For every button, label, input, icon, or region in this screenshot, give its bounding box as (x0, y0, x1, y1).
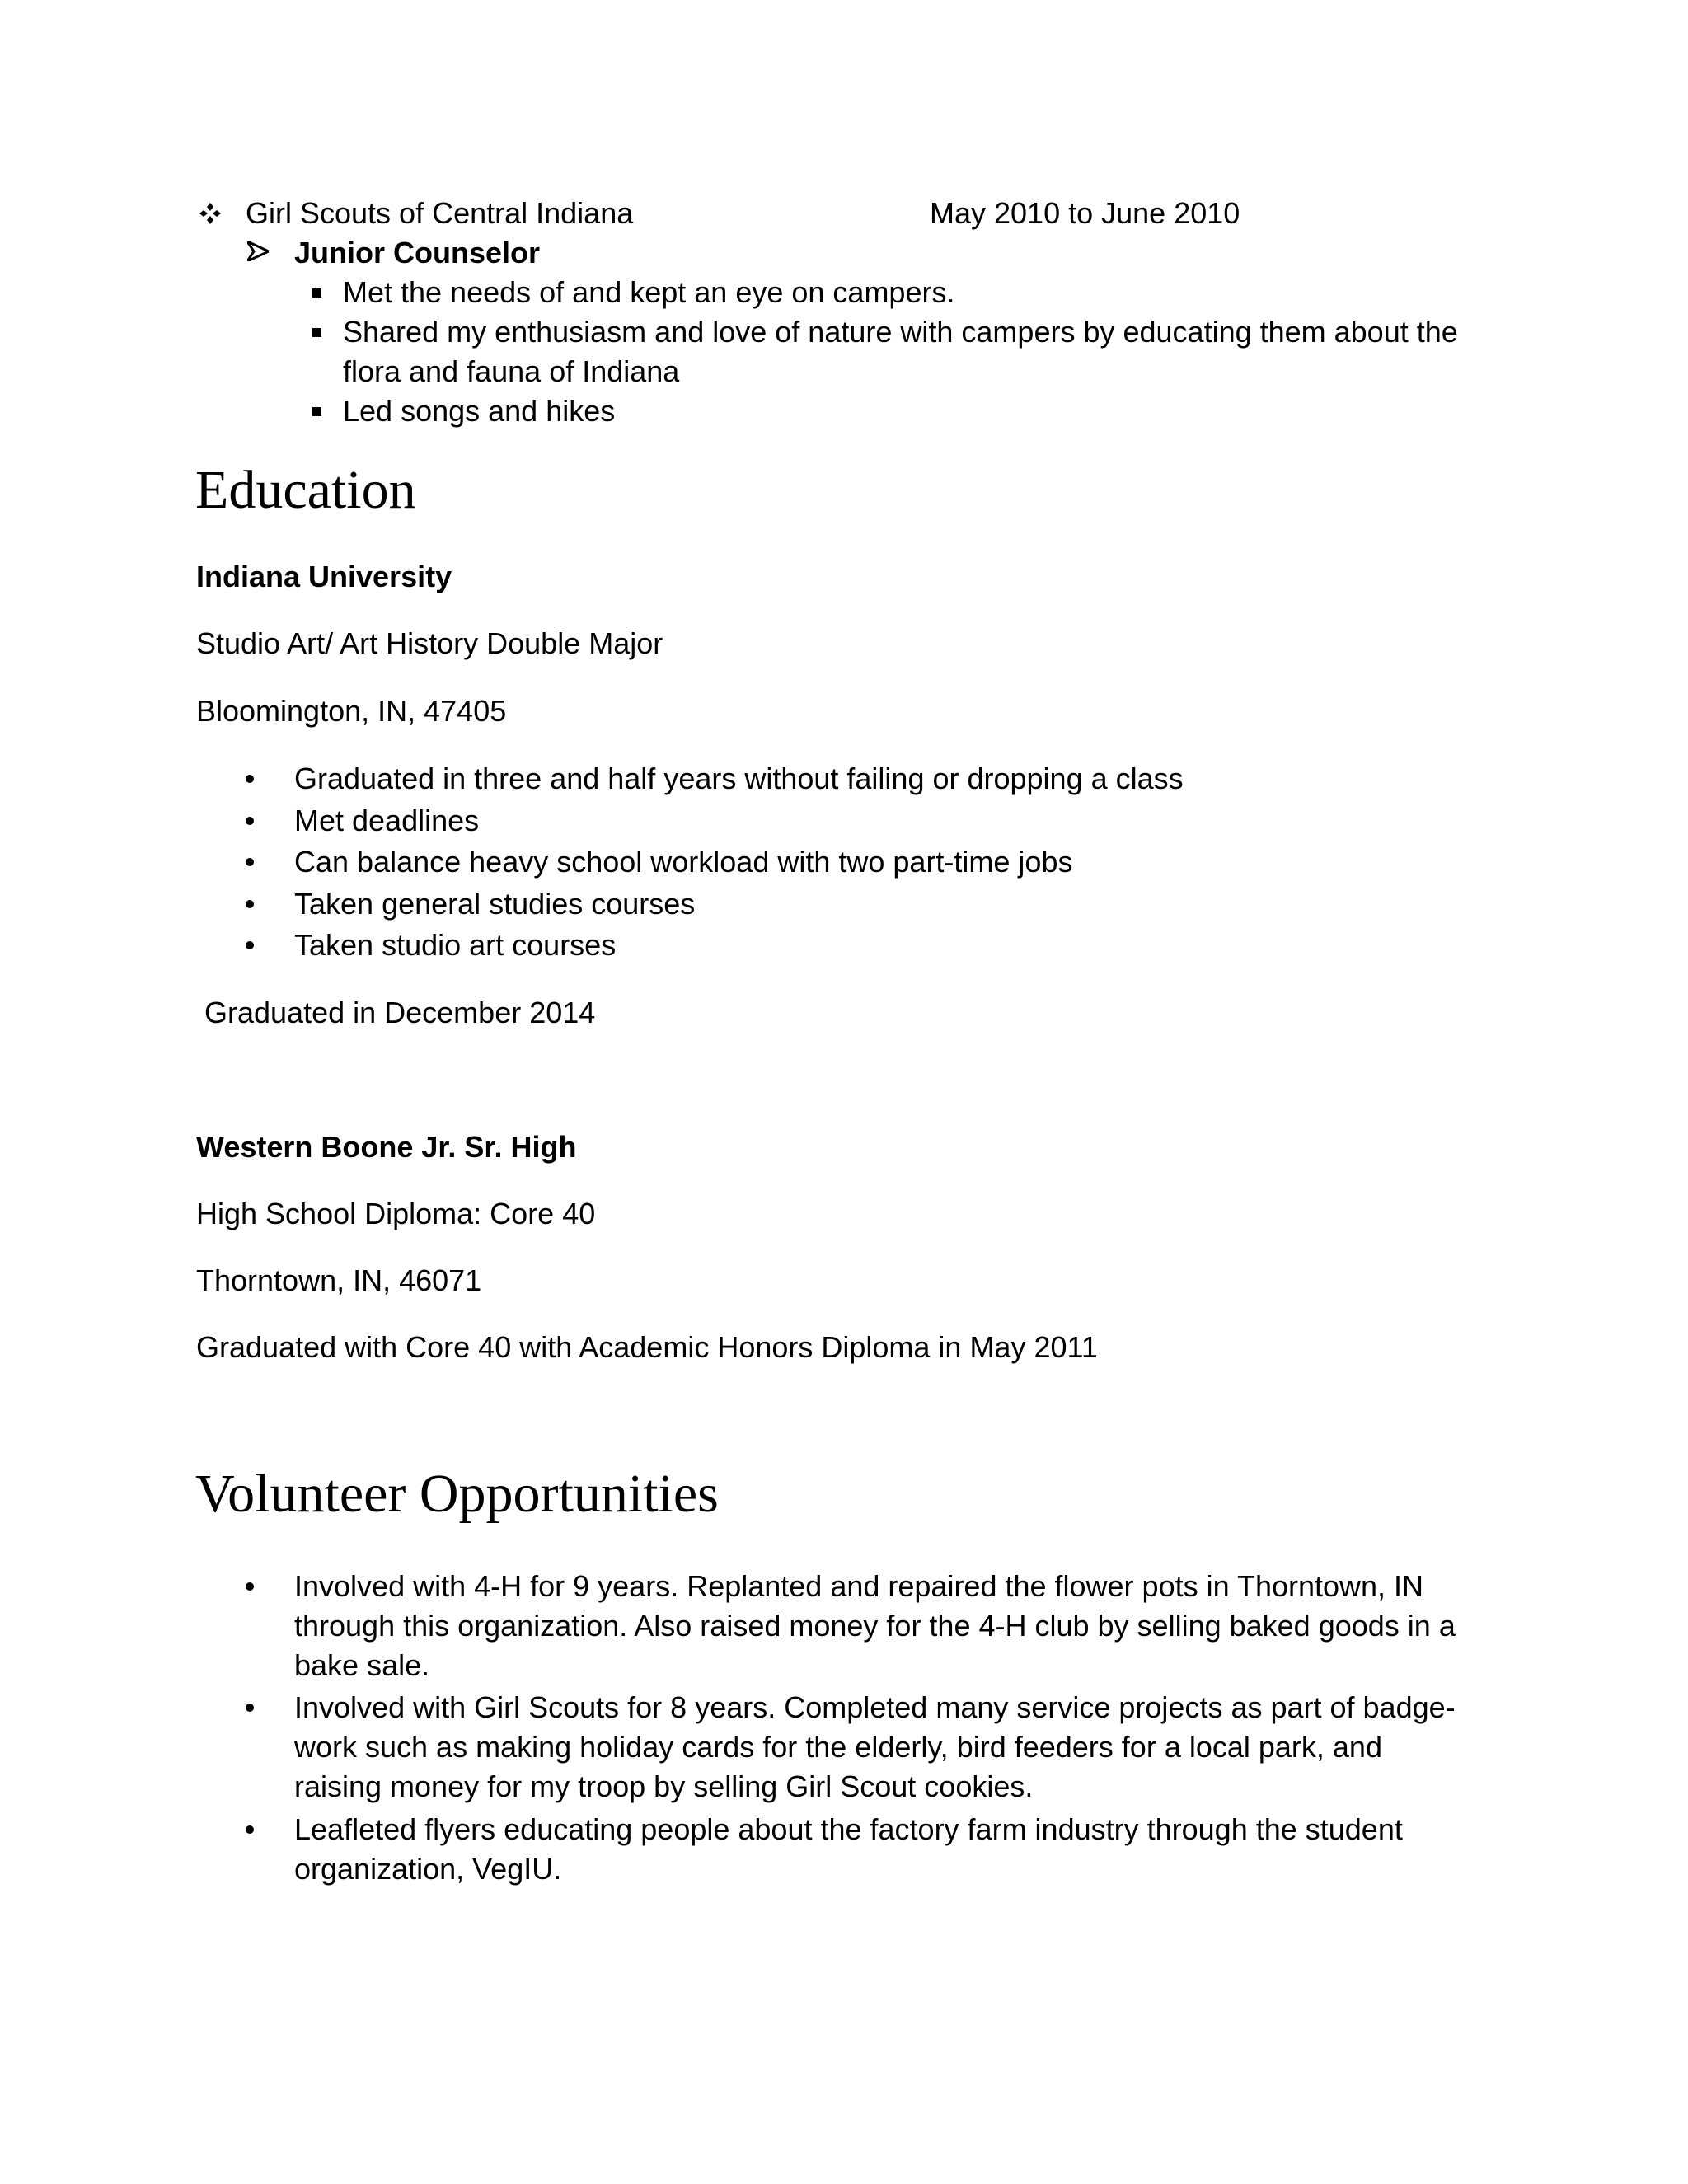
university-program: Studio Art/ Art History Double Major (196, 626, 663, 660)
round-bullet-icon (246, 817, 254, 825)
square-bullet-icon (312, 288, 321, 298)
university-location: Bloomington, IN, 47405 (196, 694, 507, 728)
duty-item: Shared my enthusiasm and love of nature with campers by educating them about the (343, 315, 1458, 349)
volunteer-item: Involved with 4-H for 9 years. Replanted and repaired the flower pots in Thorntown, IN (294, 1569, 1424, 1603)
high-school-location: Thorntown, IN, 46071 (196, 1263, 482, 1297)
round-bullet-icon (246, 1582, 254, 1591)
arrowhead-bullet-icon (247, 241, 269, 261)
square-bullet-icon (312, 328, 321, 337)
volunteer-item-continued: through this organization. Also raised money for the 4-H club by selling baked goods in a (294, 1609, 1456, 1643)
duty-item: Led songs and hikes (343, 394, 616, 428)
volunteer-item-continued: organization, VegIU. (294, 1852, 562, 1886)
education-bullet: Graduated in three and half years without failing or dropping a class (294, 762, 1184, 795)
university-graduated: Graduated in December 2014 (204, 996, 596, 1029)
round-bullet-icon (246, 900, 254, 908)
university-name: Indiana University (196, 560, 452, 593)
education-bullet: Taken general studies courses (294, 887, 696, 921)
experience-org: Girl Scouts of Central Indiana (246, 196, 634, 230)
round-bullet-icon (246, 775, 254, 783)
high-school-name: Western Boone Jr. Sr. High (196, 1130, 577, 1164)
volunteer-item-continued: work such as making holiday cards for the elderly, bird feeders for a local park, and (294, 1730, 1382, 1764)
diamond-bullet-icon (199, 203, 221, 224)
square-bullet-icon (312, 407, 321, 416)
high-school-diploma: High School Diploma: Core 40 (196, 1197, 596, 1230)
experience-role: Junior Counselor (294, 236, 541, 269)
volunteer-heading: Volunteer Opportunities (195, 1464, 719, 1524)
experience-dates: May 2010 to June 2010 (930, 196, 1240, 230)
round-bullet-icon (246, 941, 254, 949)
education-bullet: Met deadlines (294, 804, 480, 837)
volunteer-item-continued: raising money for my troop by selling Girl Scout cookies. (294, 1769, 1034, 1803)
education-heading: Education (195, 460, 416, 520)
round-bullet-icon (246, 1825, 254, 1834)
duty-item: Met the needs of and kept an eye on campers. (343, 275, 955, 309)
round-bullet-icon (246, 858, 254, 866)
education-bullet: Taken studio art courses (294, 928, 617, 962)
volunteer-item-continued: bake sale. (294, 1648, 430, 1682)
duty-item-continued: flora and fauna of Indiana (343, 354, 680, 388)
high-school-graduated: Graduated with Core 40 with Academic Honors Diploma in May 2011 (196, 1330, 1098, 1364)
volunteer-item: Involved with Girl Scouts for 8 years. Completed many service projects as part of badge- (294, 1690, 1456, 1724)
education-bullet: Can balance heavy school workload with two part-time jobs (294, 845, 1073, 879)
volunteer-item: Leafleted flyers educating people about the factory farm industry through the student (294, 1812, 1403, 1846)
round-bullet-icon (246, 1704, 254, 1712)
